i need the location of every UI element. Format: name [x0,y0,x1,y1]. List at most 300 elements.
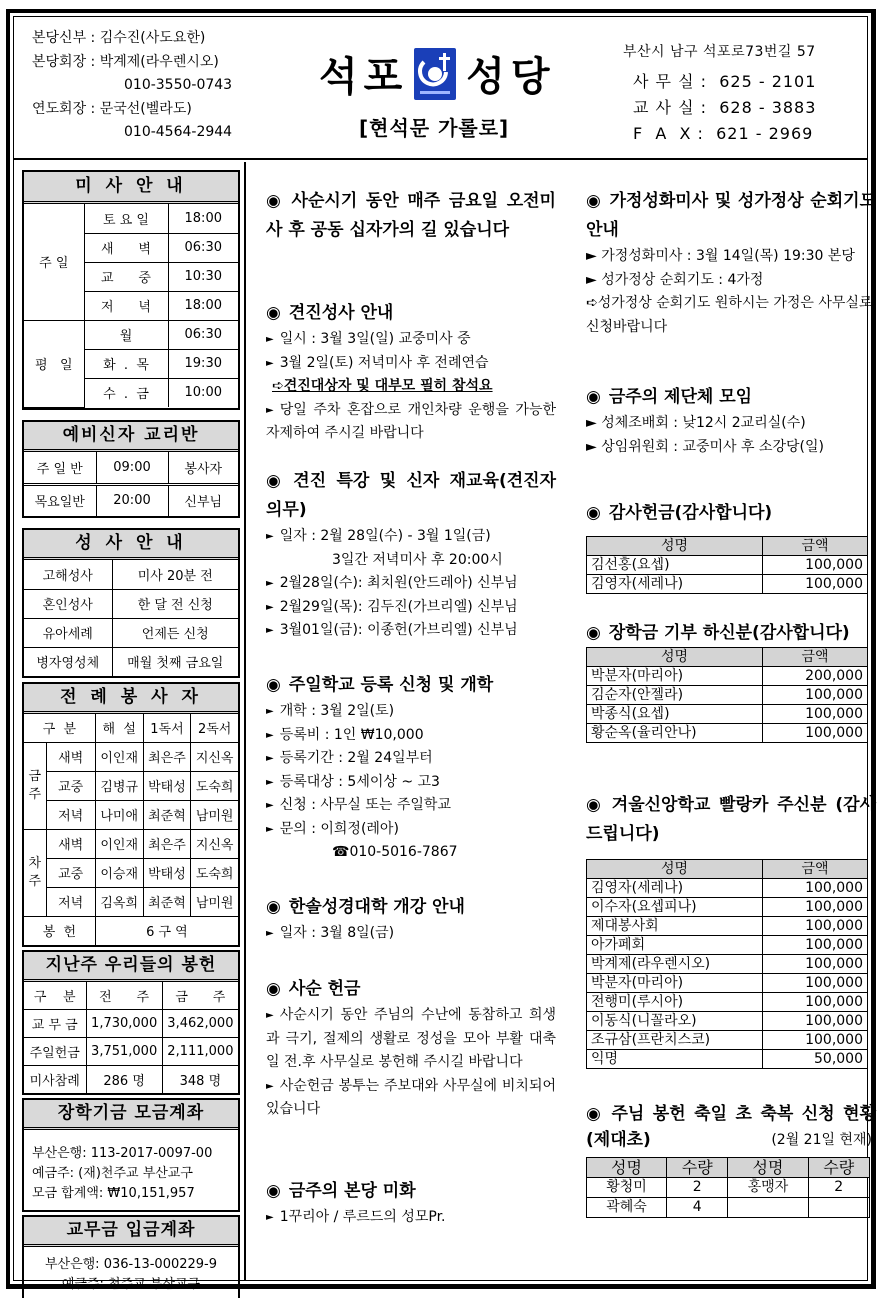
notice-item [266,818,556,842]
notice-item [266,619,556,643]
staff-value: 문국선(벨라도) [99,100,192,117]
arrow-icon: ► [266,531,274,542]
donor-name: 김영자(세레나) [587,879,763,898]
offering-type: 주일헌금 [24,1037,86,1065]
catechumen-title: 예비신자 교리반 [24,422,238,452]
minister: 남미원 [191,800,238,829]
donation-amount: 100,000 [763,879,868,898]
staff-info [32,27,232,145]
donor-name: 박계제(라우렌시오) [587,955,763,974]
donation-amount: 50,000 [763,1050,868,1069]
minister: 이인재 [95,829,143,858]
weekday-label: 평 일 [24,320,84,407]
notice-bible-college [266,893,556,946]
arrow-icon: ► [266,928,274,939]
notice-item [266,572,556,596]
donation-amount: 100,000 [763,974,868,993]
col-header: 구 분 [24,982,86,1009]
notice-title-text: 주일학교 등록 신청 및 개학 [288,675,494,695]
as-of-date: (2월 21일 현재) [771,1132,872,1148]
minister: 최준혁 [143,800,191,829]
minister: 김옥희 [95,887,143,916]
notice-item [266,1206,556,1230]
staff-value: 김수진(사도요한) [99,30,206,46]
notice-title [266,671,556,700]
minister: 도숙희 [191,858,238,887]
class-name: 주 일 반 [24,452,96,484]
mass-time: 06:30 [168,233,238,262]
candle-table [586,1157,870,1218]
notice-confirmation-lecture [266,467,556,643]
mass-time: 06:30 [168,320,238,349]
bulletin-header [14,17,867,160]
bullet-icon: ◉ [266,675,281,695]
table-row [587,575,868,594]
item-text: 일시 : 3월 3일(일) 교중미사 중 [279,331,471,347]
contact-value: 628 - 3883 [719,98,817,117]
notice-confirmation [266,299,556,446]
notice-title-text: 견진 특강 및 신자 재교육(견진자 의무) [266,471,556,520]
mass-slot: 새벽 [46,742,95,771]
sacrament-name: 유아세례 [24,618,112,647]
donor-name: 이수자(요셉피나) [587,898,763,917]
notice-item [266,352,556,376]
minister: 최준혁 [143,887,191,916]
donation-amount: 200,000 [763,667,868,686]
minister: 지신옥 [191,742,238,771]
contact-label: 사 무 실 [633,72,695,91]
minister: 도숙희 [191,771,238,800]
col-header: 성명 [587,860,763,879]
contact-teachers: 교 사 실 : 628 - 3883 [633,98,817,117]
mass-time: 19:30 [168,349,238,378]
col-header: 수량 [667,1158,728,1178]
requester-name [728,1198,808,1218]
arrow-icon: ► [266,601,274,613]
contact-label: 교 사 실 [633,98,695,117]
sacrament-info: 미사 20분 전 [112,560,238,589]
donation-amount: 100,000 [763,917,868,936]
arrow-icon: ► [266,334,274,345]
col-header: 2독서 [191,714,238,742]
arrow-icon: ► [266,1080,274,1092]
mass-schedule-box [22,170,240,410]
staff-label: 연도회장 [32,100,87,117]
quantity: 2 [808,1178,869,1198]
item-text: 일자 : 2월 28일(수) - 3월 1일(금) [279,528,491,544]
mass-name: 화 . 목 [84,349,168,378]
arrow-icon: ► [266,823,274,835]
notice-item: ► 상임위원회 : 교중미사 후 소강당(일) [586,438,824,455]
notice-group-meetings [586,383,876,459]
mass-name: 수 . 금 [84,378,168,407]
scholarship-table [586,647,868,743]
scholarship-account-details [24,1130,238,1210]
notice-title [586,791,876,849]
donor-name: 박분자(마리아) [587,974,763,993]
donor-name: 이동식(니꼴라오) [587,1012,763,1031]
total-raised: 모금 합계액: ₩10,151,957 [32,1186,195,1201]
minister: 박태성 [143,771,191,800]
table-row [587,686,868,705]
notice-title [586,383,876,412]
donation-amount: 100,000 [763,724,868,743]
parish-address: 부산시 남구 석포로73번길 57 [623,44,816,60]
minister: 나미애 [95,800,143,829]
account-holder: 예금주: 천주교 부산교구 [61,1277,201,1292]
donation-amount: 100,000 [763,993,868,1012]
arrow-icon: ► [266,800,274,811]
donation-amount: 100,000 [763,686,868,705]
page-frame [6,9,876,1292]
notice-lent-offering [266,975,556,1122]
sacrament-info: 매월 첫째 금요일 [112,647,238,676]
arrow-icon: ► [266,578,274,589]
table-row [587,898,868,917]
dues-account-details [24,1247,238,1298]
table-row [587,705,868,724]
item-text: 일자 : 3월 8일(금) [279,925,395,941]
notice-item [266,596,556,620]
contact-office: 사 무 실 : 625 - 2101 [633,72,817,91]
notice-title [586,499,876,528]
scholarship-account-title: 장학기금 모금계좌 [24,1100,238,1130]
thanksgiving-table [586,536,868,594]
staff-label: 본당신부 [32,30,87,46]
col-header: 성명 [587,1158,667,1178]
item-text: 3월01일(금): 이종헌(가브리엘) 신부님 [279,622,518,638]
notice-item [266,1075,556,1122]
table-row [587,724,868,743]
donor-name: 박분자(마리아) [587,667,763,686]
quantity: 2 [667,1178,728,1198]
col-header: 금액 [763,537,868,556]
col-header: 성명 [587,648,763,667]
emphasis-note: ➪견진대상자 및 대부모 필히 참석요 [272,378,493,394]
mass-name: 토 요 일 [84,204,168,233]
bank-account: 부산은행: 113-2017-0097-00 [32,1146,213,1161]
page-frame-inner [13,16,876,1292]
staff-value: 박계제(라우렌시오) [99,53,219,70]
offering-type: 교 무 금 [24,1009,86,1037]
class-name: 목요일반 [24,484,96,516]
minister: 김병규 [95,771,143,800]
item-text: 등록기간 : 2월 24일부터 [279,750,433,766]
class-time: 09:00 [96,452,168,484]
requester-name: 황청미 [587,1178,667,1198]
arrow-icon: ► [266,729,274,741]
sunday-label: 주 일 [24,204,84,320]
mass-name: 월 [84,320,168,349]
arrow-icon: ► [266,1212,274,1223]
winter-camp-donors [586,791,876,1069]
donor-name: 전행미(루시아) [587,993,763,1012]
col-header: 금액 [763,648,868,667]
notice-title-text: 사순시기 동안 매주 금요일 오전미사 후 공동 십자가의 길 있습니다 [266,191,556,240]
table-row [587,1050,868,1069]
notice-item [266,794,556,818]
col-header: 전 주 [86,982,162,1009]
item-text: 문의 : 이희정(레아) [279,820,399,837]
group-label: 차주 [24,829,46,916]
notice-item: ► 성체조배회 : 낮12시 2교리실(수) [586,415,806,431]
bullet-icon: ◉ [586,1104,604,1124]
notice-title [586,623,876,643]
staff-memorial-phone: 010-4564-2944 [124,124,233,140]
notice-title-text: 겨울신앙학교 빨랑카 주신분 (감사드립니다) [586,795,876,844]
table-row [587,955,868,974]
donation-amount: 100,000 [763,556,868,575]
title-part2: 성당 [466,54,556,100]
notice-item [266,525,556,549]
notice-item [266,747,556,771]
notice-title-text: 주님 봉헌 축일 초 축복 신청 현황(제대초) [586,1104,876,1150]
table-row [587,667,868,686]
offering-label: 봉 헌 [24,916,95,945]
catechumen-table [24,452,238,516]
notice-title-text: 사순 헌금 [288,979,361,999]
staff-pastor: 본당신부 : 김수진(사도요한) [32,30,206,46]
staff-label: 본당회장 [32,53,87,70]
mass-slot: 교중 [46,858,95,887]
mass-time: 10:30 [168,262,238,291]
notice-title-text: 감사헌금(감사합니다) [608,503,773,523]
arrow-icon: ► [266,753,274,764]
mass-slot: 새벽 [46,829,95,858]
donation-amount: 100,000 [763,1031,868,1050]
liturgy-ministers-table [24,714,238,945]
item-text: 당일 주차 혼잡으로 개인차량 운행을 가능한 자제하여 주시길 바랍니다 [266,401,556,441]
table-row [587,993,868,1012]
bullet-icon: ◉ [586,623,601,643]
notice-title [266,1177,556,1206]
donor-name: 김순자(안젤라) [587,686,763,705]
table-row [587,1178,870,1198]
table-row [587,879,868,898]
donation-amount: 100,000 [763,898,868,917]
notice-church-cleaning [266,1177,556,1230]
bullet-icon: ◉ [266,897,281,917]
offering-value: 6 구 역 [95,916,238,945]
notice-sunday-school [266,671,556,865]
candle-blessing [586,1101,876,1218]
requester-name: 홍맹자 [728,1178,808,1198]
donor-name: 제대봉사회 [587,917,763,936]
col-header: 1독서 [143,714,191,742]
table-row [587,1012,868,1031]
notice-title [266,187,556,245]
sacrament-info: 한 달 전 신청 [112,589,238,618]
item-text: 1꾸리아 / 루르드의 성모Pr. [279,1209,446,1225]
mass-schedule-table [24,204,238,408]
contact-info [623,41,816,147]
donation-amount: 100,000 [763,955,868,974]
col-header: 금 주 [162,982,238,1009]
contact-value: 625 - 2101 [719,72,817,91]
arrow-icon: ► [266,1010,274,1021]
sacrament-name: 고해성사 [24,560,112,589]
col-header: 수량 [808,1158,869,1178]
this-week-value: 2,111,000 [162,1037,238,1065]
table-row [587,556,868,575]
item-text: 2월28일(수): 최치원(안드레아) 신부님 [279,575,518,591]
quantity: 4 [667,1198,728,1218]
notice-item [266,328,556,352]
item-text: 사순헌금 봉투는 주보대와 사무실에 비치되어 있습니다 [266,1077,556,1117]
notice-item: ➪성가정상 순회기도 원하시는 가정은 사무실로 신청바랍니다 [586,295,873,335]
parish-logo-icon [414,48,456,100]
catechumen-box [22,420,240,518]
notice-title-text: 금주의 본당 미화 [288,1181,416,1201]
notice-title-text: 한솔성경대학 개강 안내 [288,897,465,917]
mass-time: 18:00 [168,291,238,320]
account-holder: 예금주: (재)천주교 부산교구 [32,1166,193,1181]
sacraments-table [24,560,238,676]
notice-item: ► 성가정상 순회기도 : 4가정 [586,271,764,288]
notice-title-text: 장학금 기부 하신분(감사합니다) [608,623,850,643]
sacrament-name: 혼인성사 [24,589,112,618]
prev-week-value: 286 명 [86,1065,162,1093]
contact-fax: F A X : 621 - 2969 [633,124,814,143]
notice-way-of-cross [266,187,556,245]
staff-memorial: 연도회장 : 문국선(벨라도) [32,100,192,117]
notice-item [266,922,556,946]
notice-title [266,299,556,328]
contact-label: F A X [633,124,692,143]
col-header: 구 분 [24,714,95,742]
title-part1: 석포 [319,54,409,100]
bank-account: 부산은행: 036-13-000229-9 [44,1257,218,1272]
mass-time: 10:00 [168,378,238,407]
notice-item [266,724,556,748]
notice-item [266,771,556,795]
parish-title [319,45,556,102]
item-text: 2월29일(목): 김두진(가브리엘) 신부님 [279,598,518,615]
minister: 이인재 [95,742,143,771]
this-week-value: 348 명 [162,1065,238,1093]
donor-name: 조규삼(프란치스코) [587,1031,763,1050]
group-label: 금주 [24,742,46,829]
bullet-icon: ◉ [266,1181,281,1201]
sacraments-box [22,528,240,678]
liturgy-ministers-title: 전 례 봉 사 자 [24,684,238,714]
notice-title [266,893,556,922]
bullet-icon: ◉ [266,471,286,491]
notice-title-text: 가정성화미사 및 성가정상 순회기도 안내 [586,191,876,240]
mass-schedule-title: 미 사 안 내 [24,172,238,204]
donor-name: 김영자(세레나) [587,575,763,594]
bullet-icon: ◉ [266,979,281,999]
liturgy-ministers-box [22,682,240,947]
arrow-icon: ► [266,706,274,717]
mass-slot: 저녁 [46,887,95,916]
minister: 지신옥 [191,829,238,858]
item-text: 등록대상 : 5세이상 ~ 고3 [279,773,440,790]
offerings-box [22,950,240,1095]
sidebar [14,162,246,1292]
requester-name: 곽혜숙 [587,1198,667,1218]
donation-amount: 100,000 [763,1012,868,1031]
thanksgiving-offering [586,499,876,594]
staff-president-phone: 010-3550-0743 [124,77,233,93]
notice-home-mass [586,187,876,339]
table-row [587,1031,868,1050]
donor-name: 익명 [587,1050,763,1069]
sacrament-info: 언제든 신청 [112,618,238,647]
item-text: 등록비 : 1인 ₩10,000 [279,726,424,743]
bullet-icon: ◉ [266,303,281,323]
donor-name: 아가페회 [587,936,763,955]
dues-account-title: 교무금 입금계좌 [24,1217,238,1247]
notice-item: ► 가정성화미사 : 3월 14일(목) 19:30 본당 [586,248,855,264]
contact-value: 621 - 2969 [716,124,814,143]
winter-camp-table [586,859,868,1069]
item-text: 신청 : 사무실 또는 주일학교 [279,797,451,813]
notice-title [266,467,556,525]
col-header: 해 설 [95,714,143,742]
contact-phone: ☎010-5016-7867 [332,844,458,860]
col-header: 성명 [587,537,763,556]
bullet-icon: ◉ [586,795,604,815]
item-text: 개학 : 3월 2일(토) [279,703,395,719]
prev-week-value: 3,751,000 [86,1037,162,1065]
item-text: 3월 2일(토) 저녁미사 후 전례연습 [279,354,489,371]
col-header: 성명 [728,1158,808,1178]
quantity [808,1198,869,1218]
bullet-icon: ◉ [586,191,602,211]
mass-name: 새 벽 [84,233,168,262]
this-week-value: 3,462,000 [162,1009,238,1037]
class-time: 20:00 [96,484,168,516]
notice-title [586,187,876,245]
item-text: 사순시기 동안 주님의 수난에 동참하고 희생과 극기, 절제의 생활로 정성을 모아 부활 대축일 전.후 사무실로 봉헌해 주시길 바랍니다 [266,1007,556,1070]
mass-slot: 교중 [46,771,95,800]
offerings-title: 지난주 우리들의 봉헌 [24,952,238,982]
notice-title-text: 금주의 제단체 모임 [608,387,753,407]
arrow-icon: ► [266,776,274,788]
arrow-icon: ► [266,357,274,369]
donor-name: 황순옥(율리안나) [587,724,763,743]
minister: 박태성 [143,858,191,887]
table-row [587,1198,870,1218]
table-row [587,974,868,993]
col-header: 금액 [763,860,868,879]
mass-time: 18:00 [168,204,238,233]
mass-name: 교 중 [84,262,168,291]
minister: 남미원 [191,887,238,916]
notice-title [266,975,556,1004]
table-row [587,917,868,936]
minister: 최은주 [143,742,191,771]
bullet-icon: ◉ [586,503,601,523]
notice-title-text: 견진성사 안내 [288,303,394,323]
arrow-icon: ► [266,625,274,636]
donation-amount: 100,000 [763,575,868,594]
dues-account-box [22,1215,240,1298]
patron-subtitle: [현석문 가롤로] [359,116,510,140]
scholarship-donors [586,623,876,743]
mass-name: 저 녁 [84,291,168,320]
donation-amount: 100,000 [763,936,868,955]
class-teacher: 신부님 [168,484,238,516]
scholarship-account-box [22,1098,240,1212]
sacraments-title: 성 사 안 내 [24,530,238,560]
item-subline: 3일간 저녁미사 후 20:00시 [332,551,503,568]
notice-item [266,700,556,724]
prev-week-value: 1,730,000 [86,1009,162,1037]
donor-name: 박종식(요셉) [587,705,763,724]
minister: 최은주 [143,829,191,858]
